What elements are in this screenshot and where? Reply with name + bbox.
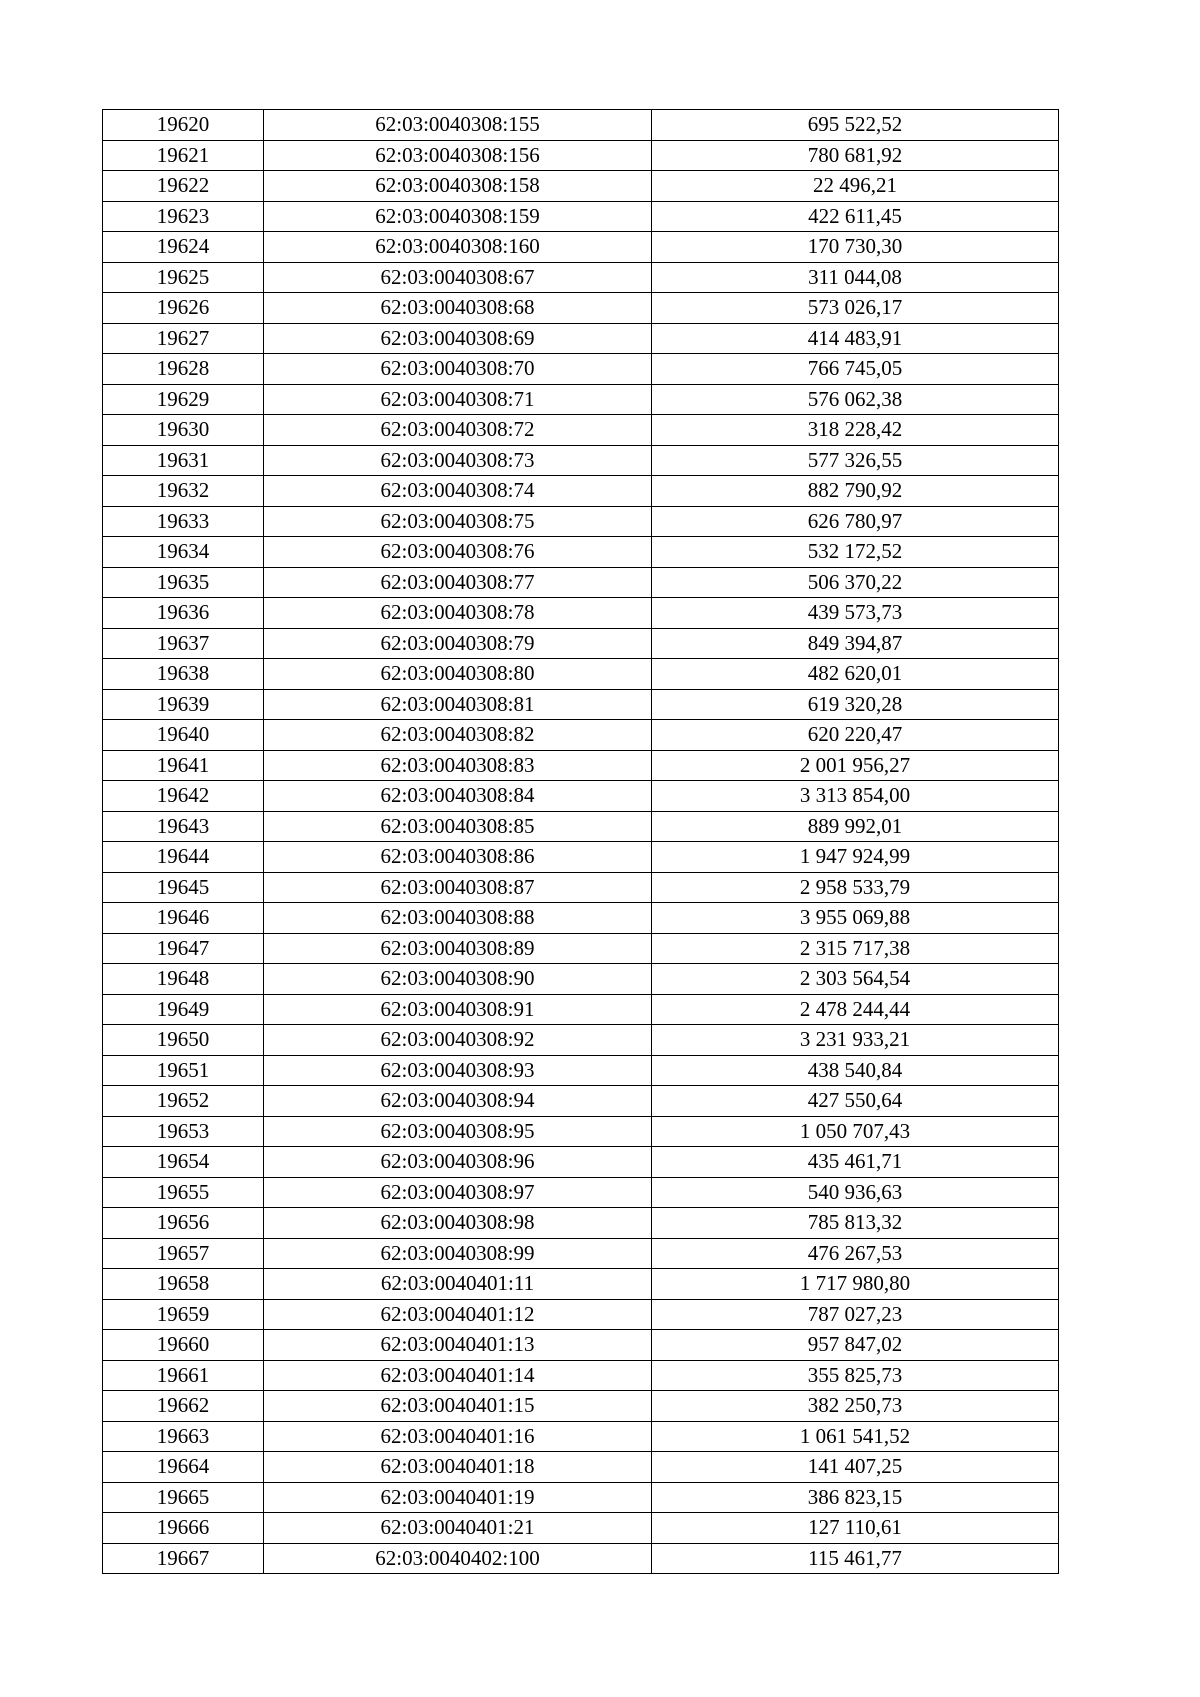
table-row <box>103 1086 1059 1117</box>
cadastral-value-cell: 576 062,38 <box>652 384 1059 415</box>
table-row <box>103 1330 1059 1361</box>
row-number-cell: 19651 <box>103 1055 264 1086</box>
table-row <box>103 933 1059 964</box>
table-row <box>103 781 1059 812</box>
row-number-cell: 19644 <box>103 842 264 873</box>
cadastral-value-cell: 626 780,97 <box>652 506 1059 537</box>
row-number-cell: 19647 <box>103 933 264 964</box>
table-body <box>103 110 1059 1574</box>
cadastral-number-cell: 62:03:0040308:95 <box>264 1116 652 1147</box>
cadastral-value-cell: 3 231 933,21 <box>652 1025 1059 1056</box>
cadastral-value-cell: 1 061 541,52 <box>652 1421 1059 1452</box>
cadastral-value-cell: 311 044,08 <box>652 262 1059 293</box>
cadastral-value-cell: 141 407,25 <box>652 1452 1059 1483</box>
row-number-cell: 19632 <box>103 476 264 507</box>
cadastral-value-cell: 127 110,61 <box>652 1513 1059 1544</box>
row-number-cell: 19636 <box>103 598 264 629</box>
row-number-cell: 19629 <box>103 384 264 415</box>
cadastral-number-cell: 62:03:0040308:89 <box>264 933 652 964</box>
cadastral-number-cell: 62:03:0040308:92 <box>264 1025 652 1056</box>
row-number-cell: 19657 <box>103 1238 264 1269</box>
cadastral-value-cell: 957 847,02 <box>652 1330 1059 1361</box>
table-row <box>103 1543 1059 1574</box>
table-row <box>103 1482 1059 1513</box>
cadastral-number-cell: 62:03:0040308:85 <box>264 811 652 842</box>
cadastral-number-cell: 62:03:0040401:16 <box>264 1421 652 1452</box>
cadastral-value-cell: 882 790,92 <box>652 476 1059 507</box>
cadastral-number-cell: 62:03:0040401:15 <box>264 1391 652 1422</box>
row-number-cell: 19655 <box>103 1177 264 1208</box>
table-row <box>103 537 1059 568</box>
table-row <box>103 689 1059 720</box>
row-number-cell: 19667 <box>103 1543 264 1574</box>
row-number-cell: 19633 <box>103 506 264 537</box>
cadastral-number-cell: 62:03:0040401:21 <box>264 1513 652 1544</box>
table-row <box>103 872 1059 903</box>
table-row <box>103 1421 1059 1452</box>
cadastral-number-cell: 62:03:0040308:155 <box>264 110 652 141</box>
table-row <box>103 445 1059 476</box>
cadastral-number-cell: 62:03:0040401:14 <box>264 1360 652 1391</box>
table-row <box>103 1147 1059 1178</box>
row-number-cell: 19660 <box>103 1330 264 1361</box>
cadastral-number-cell: 62:03:0040308:76 <box>264 537 652 568</box>
cadastral-value-cell: 620 220,47 <box>652 720 1059 751</box>
table-row <box>103 262 1059 293</box>
row-number-cell: 19627 <box>103 323 264 354</box>
cadastral-number-cell: 62:03:0040308:79 <box>264 628 652 659</box>
cadastral-number-cell: 62:03:0040308:91 <box>264 994 652 1025</box>
row-number-cell: 19631 <box>103 445 264 476</box>
row-number-cell: 19658 <box>103 1269 264 1300</box>
row-number-cell: 19665 <box>103 1482 264 1513</box>
row-number-cell: 19635 <box>103 567 264 598</box>
table-row <box>103 1513 1059 1544</box>
cadastral-number-cell: 62:03:0040402:100 <box>264 1543 652 1574</box>
cadastral-value-cell: 115 461,77 <box>652 1543 1059 1574</box>
cadastral-value-cell: 22 496,21 <box>652 171 1059 202</box>
cadastral-number-cell: 62:03:0040308:77 <box>264 567 652 598</box>
row-number-cell: 19650 <box>103 1025 264 1056</box>
cadastral-number-cell: 62:03:0040308:73 <box>264 445 652 476</box>
cadastral-value-cell: 1 050 707,43 <box>652 1116 1059 1147</box>
cadastral-value-table <box>102 109 1059 1574</box>
row-number-cell: 19643 <box>103 811 264 842</box>
cadastral-number-cell: 62:03:0040308:160 <box>264 232 652 263</box>
cadastral-value-cell: 386 823,15 <box>652 1482 1059 1513</box>
table-row <box>103 1055 1059 1086</box>
row-number-cell: 19663 <box>103 1421 264 1452</box>
cadastral-number-cell: 62:03:0040308:67 <box>264 262 652 293</box>
row-number-cell: 19623 <box>103 201 264 232</box>
row-number-cell: 19637 <box>103 628 264 659</box>
cadastral-value-cell: 3 313 854,00 <box>652 781 1059 812</box>
row-number-cell: 19652 <box>103 1086 264 1117</box>
table-row <box>103 1360 1059 1391</box>
cadastral-value-cell: 577 326,55 <box>652 445 1059 476</box>
row-number-cell: 19620 <box>103 110 264 141</box>
cadastral-value-cell: 355 825,73 <box>652 1360 1059 1391</box>
cadastral-number-cell: 62:03:0040308:156 <box>264 140 652 171</box>
table-row <box>103 506 1059 537</box>
cadastral-value-cell: 573 026,17 <box>652 293 1059 324</box>
row-number-cell: 19640 <box>103 720 264 751</box>
row-number-cell: 19662 <box>103 1391 264 1422</box>
table-row <box>103 293 1059 324</box>
row-number-cell: 19654 <box>103 1147 264 1178</box>
row-number-cell: 19641 <box>103 750 264 781</box>
table-row <box>103 140 1059 171</box>
row-number-cell: 19649 <box>103 994 264 1025</box>
row-number-cell: 19648 <box>103 964 264 995</box>
cadastral-value-cell: 2 001 956,27 <box>652 750 1059 781</box>
cadastral-number-cell: 62:03:0040308:94 <box>264 1086 652 1117</box>
cadastral-value-cell: 532 172,52 <box>652 537 1059 568</box>
cadastral-number-cell: 62:03:0040308:84 <box>264 781 652 812</box>
cadastral-value-cell: 422 611,45 <box>652 201 1059 232</box>
cadastral-number-cell: 62:03:0040308:99 <box>264 1238 652 1269</box>
cadastral-number-cell: 62:03:0040308:74 <box>264 476 652 507</box>
cadastral-number-cell: 62:03:0040308:80 <box>264 659 652 690</box>
cadastral-value-cell: 439 573,73 <box>652 598 1059 629</box>
table-row <box>103 720 1059 751</box>
table-row <box>103 598 1059 629</box>
cadastral-value-cell: 170 730,30 <box>652 232 1059 263</box>
cadastral-number-cell: 62:03:0040308:83 <box>264 750 652 781</box>
table-row <box>103 1208 1059 1239</box>
table-row <box>103 1299 1059 1330</box>
row-number-cell: 19664 <box>103 1452 264 1483</box>
cadastral-number-cell: 62:03:0040308:88 <box>264 903 652 934</box>
table-row <box>103 323 1059 354</box>
table-row <box>103 476 1059 507</box>
row-number-cell: 19634 <box>103 537 264 568</box>
table-row <box>103 232 1059 263</box>
cadastral-number-cell: 62:03:0040308:82 <box>264 720 652 751</box>
row-number-cell: 19646 <box>103 903 264 934</box>
table-row <box>103 384 1059 415</box>
table-row <box>103 903 1059 934</box>
cadastral-value-cell: 427 550,64 <box>652 1086 1059 1117</box>
table-row <box>103 1452 1059 1483</box>
cadastral-number-cell: 62:03:0040401:19 <box>264 1482 652 1513</box>
table-row <box>103 110 1059 141</box>
cadastral-number-cell: 62:03:0040401:12 <box>264 1299 652 1330</box>
row-number-cell: 19626 <box>103 293 264 324</box>
cadastral-number-cell: 62:03:0040308:75 <box>264 506 652 537</box>
cadastral-value-cell: 1 947 924,99 <box>652 842 1059 873</box>
cadastral-number-cell: 62:03:0040308:86 <box>264 842 652 873</box>
table-row <box>103 750 1059 781</box>
table-row <box>103 628 1059 659</box>
cadastral-value-cell: 787 027,23 <box>652 1299 1059 1330</box>
table-row <box>103 171 1059 202</box>
cadastral-number-cell: 62:03:0040308:78 <box>264 598 652 629</box>
table-row <box>103 1177 1059 1208</box>
cadastral-value-cell: 2 478 244,44 <box>652 994 1059 1025</box>
cadastral-value-cell: 435 461,71 <box>652 1147 1059 1178</box>
cadastral-number-cell: 62:03:0040401:13 <box>264 1330 652 1361</box>
cadastral-value-cell: 414 483,91 <box>652 323 1059 354</box>
row-number-cell: 19638 <box>103 659 264 690</box>
table-row <box>103 842 1059 873</box>
cadastral-value-cell: 318 228,42 <box>652 415 1059 446</box>
cadastral-value-cell: 482 620,01 <box>652 659 1059 690</box>
cadastral-value-cell: 766 745,05 <box>652 354 1059 385</box>
table-row <box>103 415 1059 446</box>
cadastral-value-cell: 1 717 980,80 <box>652 1269 1059 1300</box>
cadastral-value-cell: 3 955 069,88 <box>652 903 1059 934</box>
row-number-cell: 19656 <box>103 1208 264 1239</box>
row-number-cell: 19621 <box>103 140 264 171</box>
table-row <box>103 964 1059 995</box>
cadastral-value-cell: 785 813,32 <box>652 1208 1059 1239</box>
cadastral-value-cell: 382 250,73 <box>652 1391 1059 1422</box>
cadastral-number-cell: 62:03:0040308:90 <box>264 964 652 995</box>
cadastral-number-cell: 62:03:0040308:72 <box>264 415 652 446</box>
cadastral-number-cell: 62:03:0040401:11 <box>264 1269 652 1300</box>
cadastral-value-cell: 2 958 533,79 <box>652 872 1059 903</box>
table-row <box>103 659 1059 690</box>
table-row <box>103 994 1059 1025</box>
row-number-cell: 19645 <box>103 872 264 903</box>
row-number-cell: 19628 <box>103 354 264 385</box>
row-number-cell: 19630 <box>103 415 264 446</box>
cadastral-number-cell: 62:03:0040308:81 <box>264 689 652 720</box>
cadastral-number-cell: 62:03:0040308:97 <box>264 1177 652 1208</box>
cadastral-number-cell: 62:03:0040308:158 <box>264 171 652 202</box>
cadastral-number-cell: 62:03:0040308:98 <box>264 1208 652 1239</box>
cadastral-value-cell: 2 303 564,54 <box>652 964 1059 995</box>
table-row <box>103 567 1059 598</box>
cadastral-number-cell: 62:03:0040308:93 <box>264 1055 652 1086</box>
cadastral-number-cell: 62:03:0040308:70 <box>264 354 652 385</box>
row-number-cell: 19666 <box>103 1513 264 1544</box>
table-row <box>103 1238 1059 1269</box>
table-row <box>103 811 1059 842</box>
row-number-cell: 19642 <box>103 781 264 812</box>
cadastral-number-cell: 62:03:0040308:159 <box>264 201 652 232</box>
table-row <box>103 1116 1059 1147</box>
row-number-cell: 19639 <box>103 689 264 720</box>
cadastral-value-cell: 540 936,63 <box>652 1177 1059 1208</box>
cadastral-value-cell: 476 267,53 <box>652 1238 1059 1269</box>
cadastral-value-cell: 2 315 717,38 <box>652 933 1059 964</box>
table-row <box>103 1391 1059 1422</box>
row-number-cell: 19624 <box>103 232 264 263</box>
table-row <box>103 354 1059 385</box>
cadastral-number-cell: 62:03:0040308:71 <box>264 384 652 415</box>
cadastral-value-cell: 849 394,87 <box>652 628 1059 659</box>
cadastral-value-cell: 438 540,84 <box>652 1055 1059 1086</box>
row-number-cell: 19661 <box>103 1360 264 1391</box>
cadastral-number-cell: 62:03:0040308:69 <box>264 323 652 354</box>
cadastral-value-cell: 619 320,28 <box>652 689 1059 720</box>
row-number-cell: 19653 <box>103 1116 264 1147</box>
row-number-cell: 19625 <box>103 262 264 293</box>
cadastral-number-cell: 62:03:0040308:87 <box>264 872 652 903</box>
row-number-cell: 19659 <box>103 1299 264 1330</box>
table-row <box>103 1025 1059 1056</box>
row-number-cell: 19622 <box>103 171 264 202</box>
table-row <box>103 1269 1059 1300</box>
cadastral-number-cell: 62:03:0040401:18 <box>264 1452 652 1483</box>
cadastral-number-cell: 62:03:0040308:96 <box>264 1147 652 1178</box>
table-row <box>103 201 1059 232</box>
cadastral-value-cell: 780 681,92 <box>652 140 1059 171</box>
cadastral-number-cell: 62:03:0040308:68 <box>264 293 652 324</box>
cadastral-value-cell: 889 992,01 <box>652 811 1059 842</box>
cadastral-value-cell: 506 370,22 <box>652 567 1059 598</box>
cadastral-value-cell: 695 522,52 <box>652 110 1059 141</box>
